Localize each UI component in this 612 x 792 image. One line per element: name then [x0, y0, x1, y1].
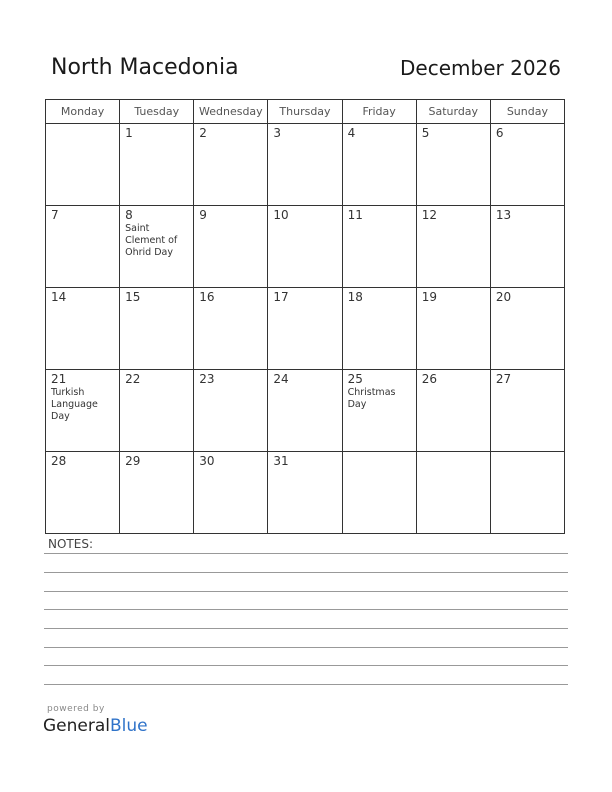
country-title: North Macedonia: [51, 55, 239, 80]
day-cell: [120, 288, 194, 370]
day-cell: [46, 288, 120, 370]
day-number: 19: [421, 290, 437, 304]
day-cell: [120, 206, 194, 288]
weekday-header: Tuesday: [120, 100, 194, 124]
day-number: 2: [199, 126, 207, 140]
day-number: 27: [495, 372, 512, 386]
day-cell: [490, 124, 564, 206]
day-cell: [490, 206, 564, 288]
weekday-header: Friday: [342, 100, 416, 124]
note-line: [44, 665, 568, 666]
day-number: 9: [199, 208, 207, 222]
day-cell: [194, 452, 268, 534]
holiday-label: Turkish Language Day: [51, 387, 98, 422]
day-cell: [268, 124, 342, 206]
weekday-header: Thursday: [268, 100, 342, 124]
day-number: 28: [51, 454, 67, 468]
day-cell: [268, 370, 342, 452]
brand-general-text: General: [43, 716, 110, 736]
day-number: 17: [273, 290, 289, 304]
day-number: 30: [199, 454, 215, 468]
day-number: 3: [273, 126, 282, 140]
day-number: 18: [347, 290, 363, 304]
day-cell: [46, 452, 120, 534]
day-cell: [268, 206, 342, 288]
calendar-body: [46, 124, 565, 534]
weekday-header: Wednesday: [194, 100, 268, 124]
note-line: [44, 647, 568, 648]
day-number: 22: [125, 372, 141, 386]
day-cell: [120, 370, 194, 452]
calendar-grid: [45, 99, 565, 534]
day-cell: [120, 452, 194, 534]
weekday-header-row: [46, 100, 565, 124]
weekday-header: Monday: [46, 100, 120, 124]
day-cell: [416, 124, 490, 206]
week-row: [46, 452, 565, 534]
day-cell: [416, 452, 490, 534]
day-number: 29: [125, 454, 141, 468]
day-cell: [268, 288, 342, 370]
note-line: [44, 684, 568, 685]
day-number: 12: [421, 208, 437, 222]
day-cell: [46, 206, 120, 288]
day-cell: [342, 370, 416, 452]
day-cell: [490, 452, 564, 534]
day-cell: [194, 370, 268, 452]
day-number: 13: [495, 208, 512, 222]
day-cell: [342, 124, 416, 206]
note-line: [44, 553, 568, 554]
brand-blue-text: Blue: [110, 716, 148, 736]
week-row: [46, 206, 565, 288]
note-line: [44, 591, 568, 592]
day-cell: [490, 370, 564, 452]
day-number: 25: [347, 372, 363, 386]
day-cell: [268, 452, 342, 534]
day-number: 5: [421, 126, 430, 140]
day-number: 7: [51, 208, 59, 222]
notes-label: NOTES:: [48, 537, 93, 551]
day-number: 21: [51, 372, 67, 386]
day-number: 1: [125, 126, 133, 140]
day-number: 4: [347, 126, 356, 140]
day-number: 10: [273, 208, 289, 222]
day-number: 14: [51, 290, 67, 304]
day-cell: [416, 206, 490, 288]
day-number: 6: [495, 126, 504, 140]
weekday-header: Saturday: [416, 100, 490, 124]
day-number: 11: [347, 208, 363, 222]
month-title: December 2026: [400, 56, 561, 80]
day-cell: [194, 288, 268, 370]
day-cell: [120, 124, 194, 206]
day-number: 8: [125, 208, 133, 222]
generalblue-logo: [43, 716, 148, 736]
day-cell: [416, 288, 490, 370]
week-row: [46, 370, 565, 452]
week-row: [46, 124, 565, 206]
day-cell: [416, 370, 490, 452]
day-number: 31: [273, 454, 289, 468]
note-line: [44, 628, 568, 629]
day-cell: [342, 206, 416, 288]
note-line: [44, 609, 568, 610]
note-line: [44, 572, 568, 573]
holiday-label: Christmas Day: [347, 387, 396, 410]
holiday-label: Saint Clement of Ohrid Day: [125, 223, 178, 258]
day-number: 24: [273, 372, 289, 386]
day-number: 23: [199, 372, 215, 386]
day-cell: [46, 124, 120, 206]
week-row: [46, 288, 565, 370]
weekday-header: Sunday: [490, 100, 564, 124]
day-number: 15: [125, 290, 141, 304]
day-cell: [342, 452, 416, 534]
powered-by-text: powered by: [47, 704, 105, 714]
day-cell: [490, 288, 564, 370]
day-number: 20: [495, 290, 512, 304]
day-number: 16: [199, 290, 215, 304]
day-cell: [194, 124, 268, 206]
day-number: 26: [421, 372, 437, 386]
day-cell: [194, 206, 268, 288]
day-cell: [46, 370, 120, 452]
day-cell: [342, 288, 416, 370]
